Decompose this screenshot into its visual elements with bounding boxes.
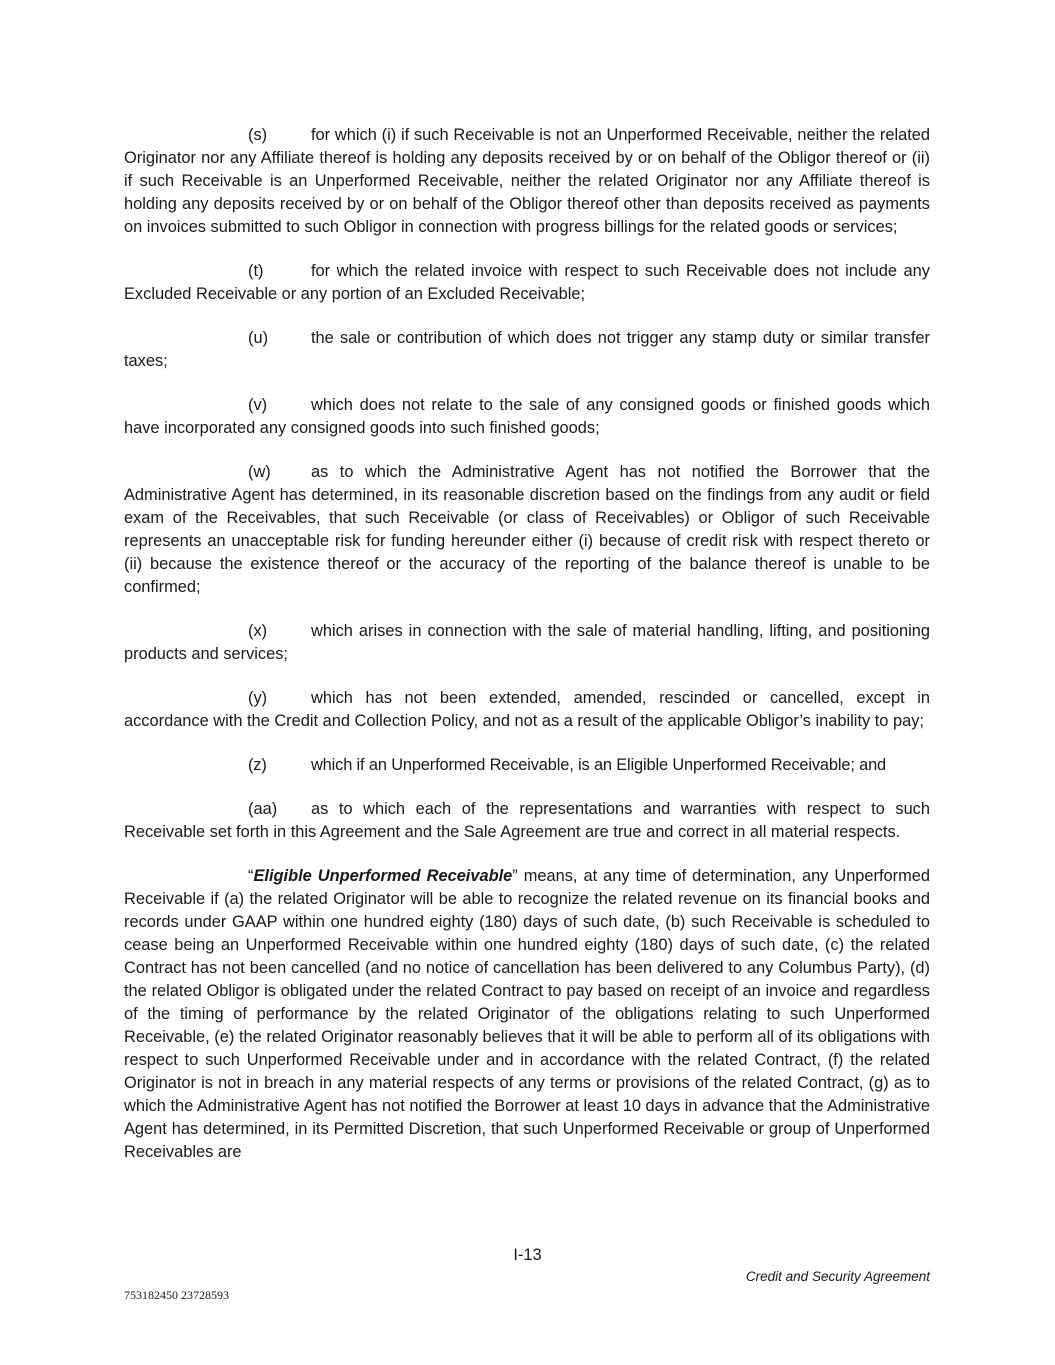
clause-label: (y): [248, 689, 268, 707]
clause-z: [124, 754, 930, 777]
footer-document-title: Credit and Security Agreement: [745, 1269, 930, 1284]
open-quote: “: [248, 867, 254, 885]
clause-label: (w): [248, 463, 271, 481]
clause-text: as to which the Administrative Agent has not notified the Borrower that the Administrative Agent has determined, in its reasonable discretion based on the findings from any audit or field exam of the Receivables, that such Receivable (or class of Receivables) or Obligor of such Receivable represents an unacceptable risk for funding hereunder either (i) because of credit risk with respect thereto or (ii) because the existence thereof or the accuracy of the reporting of the balance thereof is unable to be confirmed;: [124, 463, 930, 596]
clause-label: (v): [248, 396, 268, 414]
clause-label: (aa): [248, 800, 278, 818]
clause-text: the sale or contribution of which does not trigger any stamp duty or similar transfer taxes;: [124, 329, 930, 370]
defined-term: Eligible Unperformed Receivable: [253, 867, 513, 885]
clause-text: which if an Unperformed Receivable, is an Eligible Unperformed Receivable; and: [311, 756, 887, 774]
clause-text: for which (i) if such Receivable is not an Unperformed Receivable, neither the related Originator nor any Affiliate thereof is holding any deposits received by or on behalf of the Obligor thereof or (ii) if such Receivable is an Unperformed Receivable, neither the related Originator nor any Affiliate thereof is holding any deposits received by or on behalf of the Obligor thereof other than deposits received as payments on invoices submitted to such Obligor in connection with progress billings for the related goods or services;: [124, 126, 930, 236]
clause-u: [124, 327, 930, 373]
clause-text: which has not been extended, amended, rescinded or cancelled, except in accordance with the Credit and Collection Policy, and not as a result of the applicable Obligor’s inability to pay;: [124, 689, 930, 730]
clause-s: [124, 124, 930, 239]
clause-label: (z): [248, 756, 267, 774]
close-quote: ”: [512, 867, 518, 885]
clause-label: (u): [248, 329, 269, 347]
clause-text: as to which each of the representations and warranties with respect to such Receivable set forth in this Agreement and the Sale Agreement are true and correct in all material respects.: [124, 800, 930, 841]
definition-paragraph: [124, 865, 930, 1164]
clause-y: [124, 687, 930, 733]
document-body: [124, 124, 930, 1185]
clause-v: [124, 394, 930, 440]
clause-label: (x): [248, 622, 268, 640]
clause-text: which arises in connection with the sale of material handling, lifting, and positioning products and services;: [124, 622, 930, 663]
clause-text: which does not relate to the sale of any consigned goods or finished goods which have incorporated any consigned goods into such finished goods;: [124, 396, 930, 437]
clause-w: [124, 461, 930, 599]
clause-aa: [124, 798, 930, 844]
clause-x: [124, 620, 930, 666]
document-id: 753182450 23728593: [124, 1288, 229, 1302]
clause-label: (t): [248, 262, 264, 280]
clause-label: (s): [248, 126, 268, 144]
clause-text: for which the related invoice with respect to such Receivable does not include any Excluded Receivable or any portion of an Excluded Receivable;: [124, 262, 930, 303]
page-number: I-13: [513, 1246, 542, 1264]
definition-text: means, at any time of determination, any Unperformed Receivable if (a) the related Originator will be able to recognize the related revenue on its financial books and records under GAAP within one hundred eighty (180) days of such date, (b) such Receivable is scheduled to cease being an Unperformed Receivable within one hundred eighty (180) days of such date, (c) the related Contract has not been cancelled (and no notice of cancellation has been delivered to any Columbus Party), (d) the related Obligor is obligated under the related Contract to pay based on receipt of an invoice and regardless of the timing of performance by the related Originator of the obligations relating to such Unperformed Receivable, (e) the related Originator reasonably believes that it will be able to perform all of its obligations with respect to such Unperformed Receivable under and in accordance with the related Contract, (f) the related Originator is not in breach in any material respects of any terms or provisions of the related Contract, (g) as to which the Administrative Agent has not notified the Borrower at least 10 days in advance that the Administrative Agent has determined, in its Permitted Discretion, that such Unperformed Receivable or group of Unperformed Receivables are: [124, 867, 931, 1161]
clause-t: [124, 260, 930, 306]
